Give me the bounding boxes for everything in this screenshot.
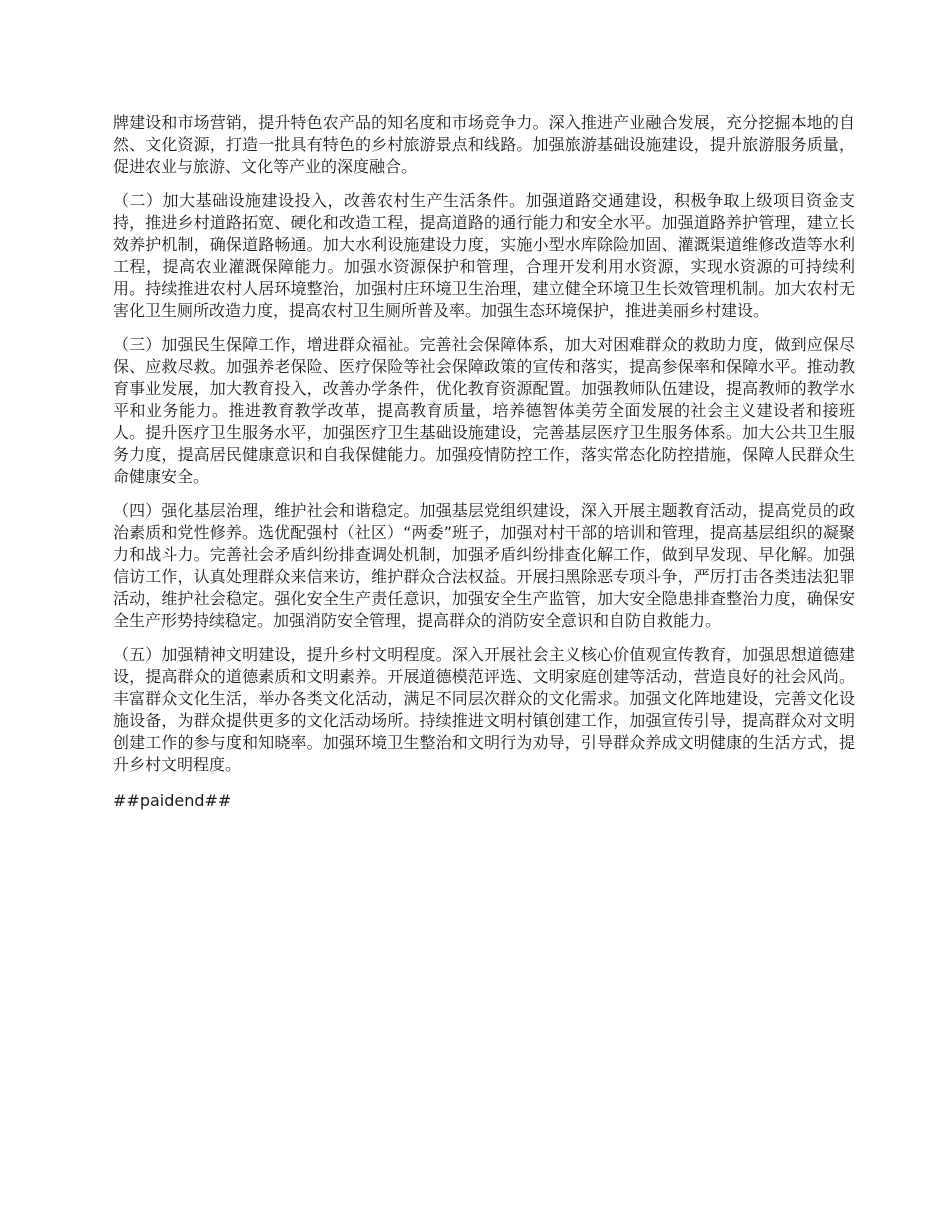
paragraph-civilization: （五）加强精神文明建设，提升乡村文明程度。深入开展社会主义核心价值观宣传教育，加强思想道德建设，提高群众的道德素质和文明素养。开展道德模范评选、文明家庭创建等活动，营造良好的社会风尚。丰富群众文化生活，举办各类文化活动，满足不同层次群众的文化需求。加强文化阵地建设，完善文化设施设备，为群众提供更多的文化活动场所。持续推进文明村镇创建工作，加强宣传引导，提高群众对文明创建工作的参与度和知晓率。加强环境卫生整治和文明行为劝导，引导群众养成文明健康的生活方式，提升乡村文明程度。 (113, 645, 855, 774)
end-marker: ##paidend## (113, 791, 232, 810)
document-page (113, 112, 855, 812)
paragraph-infrastructure: （二）加大基础设施建设投入，改善农村生产生活条件。加强道路交通建设，积极争取上级项目资金支持，推进乡村道路拓宽、硬化和改造工程，提高道路的通行能力和安全水平。加强道路养护管理，建立长效养护机制，确保道路畅通。加大水利设施建设力度，实施小型水库除险加固、灌溉渠道维修改造等水利工程，提高农业灌溉保障能力。加强水资源保护和管理，合理开发利用水资源，实现水资源的可持续利用。持续推进农村人居环境整治，加强村庄环境卫生治理，建立健全环境卫生长效管理机制。加大农村无害化卫生厕所改造力度，提高农村卫生厕所普及率。加强生态环境保护，推进美丽乡村建设。 (113, 191, 855, 320)
paragraph-governance: （四）强化基层治理，维护社会和谐稳定。加强基层党组织建设，深入开展主题教育活动，提高党员的政治素质和党性修养。选优配强村（社区）“两委”班子，加强对村干部的培训和管理，提高基层组织的凝聚力和战斗力。完善社会矛盾纠纷排查调处机制，加强矛盾纠纷排查化解工作，做到早发现、早化解。加强信访工作，认真处理群众来信来访，维护群众合法权益。开展扫黑除恶专项斗争，严厉打击各类违法犯罪活动，维护社会稳定。强化安全生产责任意识，加强安全生产监管，加大安全隐患排查整治力度，确保安全生产形势持续稳定。加强消防安全管理，提高群众的消防安全意识和自防自救能力。 (113, 501, 855, 630)
paragraph-livelihood: （三）加强民生保障工作，增进群众福祉。完善社会保障体系，加大对困难群众的救助力度，做到应保尽保、应救尽救。加强养老保险、医疗保险等社会保障政策的宣传和落实，提高参保率和保障水平。推动教育事业发展，加大教育投入，改善办学条件，优化教育资源配置。加强教师队伍建设，提高教师的教学水平和业务能力。推进教育教学改革，提高教育质量，培养德智体美劳全面发展的社会主义建设者和接班人。提升医疗卫生服务水平，加强医疗卫生基础设施建设，完善基层医疗卫生服务体系。加大公共卫生服务力度，提高居民健康意识和自我保健能力。加强疫情防控工作，落实常态化防控措施，保障人民群众生命健康安全。 (113, 335, 855, 486)
paragraph-continuation: 牌建设和市场营销，提升特色农产品的知名度和市场竞争力。深入推进产业融合发展，充分挖掘本地的自然、文化资源，打造一批具有特色的乡村旅游景点和线路。加强旅游基础设施建设，提升旅游服务质量，促进农业与旅游、文化等产业的深度融合。 (113, 113, 855, 176)
